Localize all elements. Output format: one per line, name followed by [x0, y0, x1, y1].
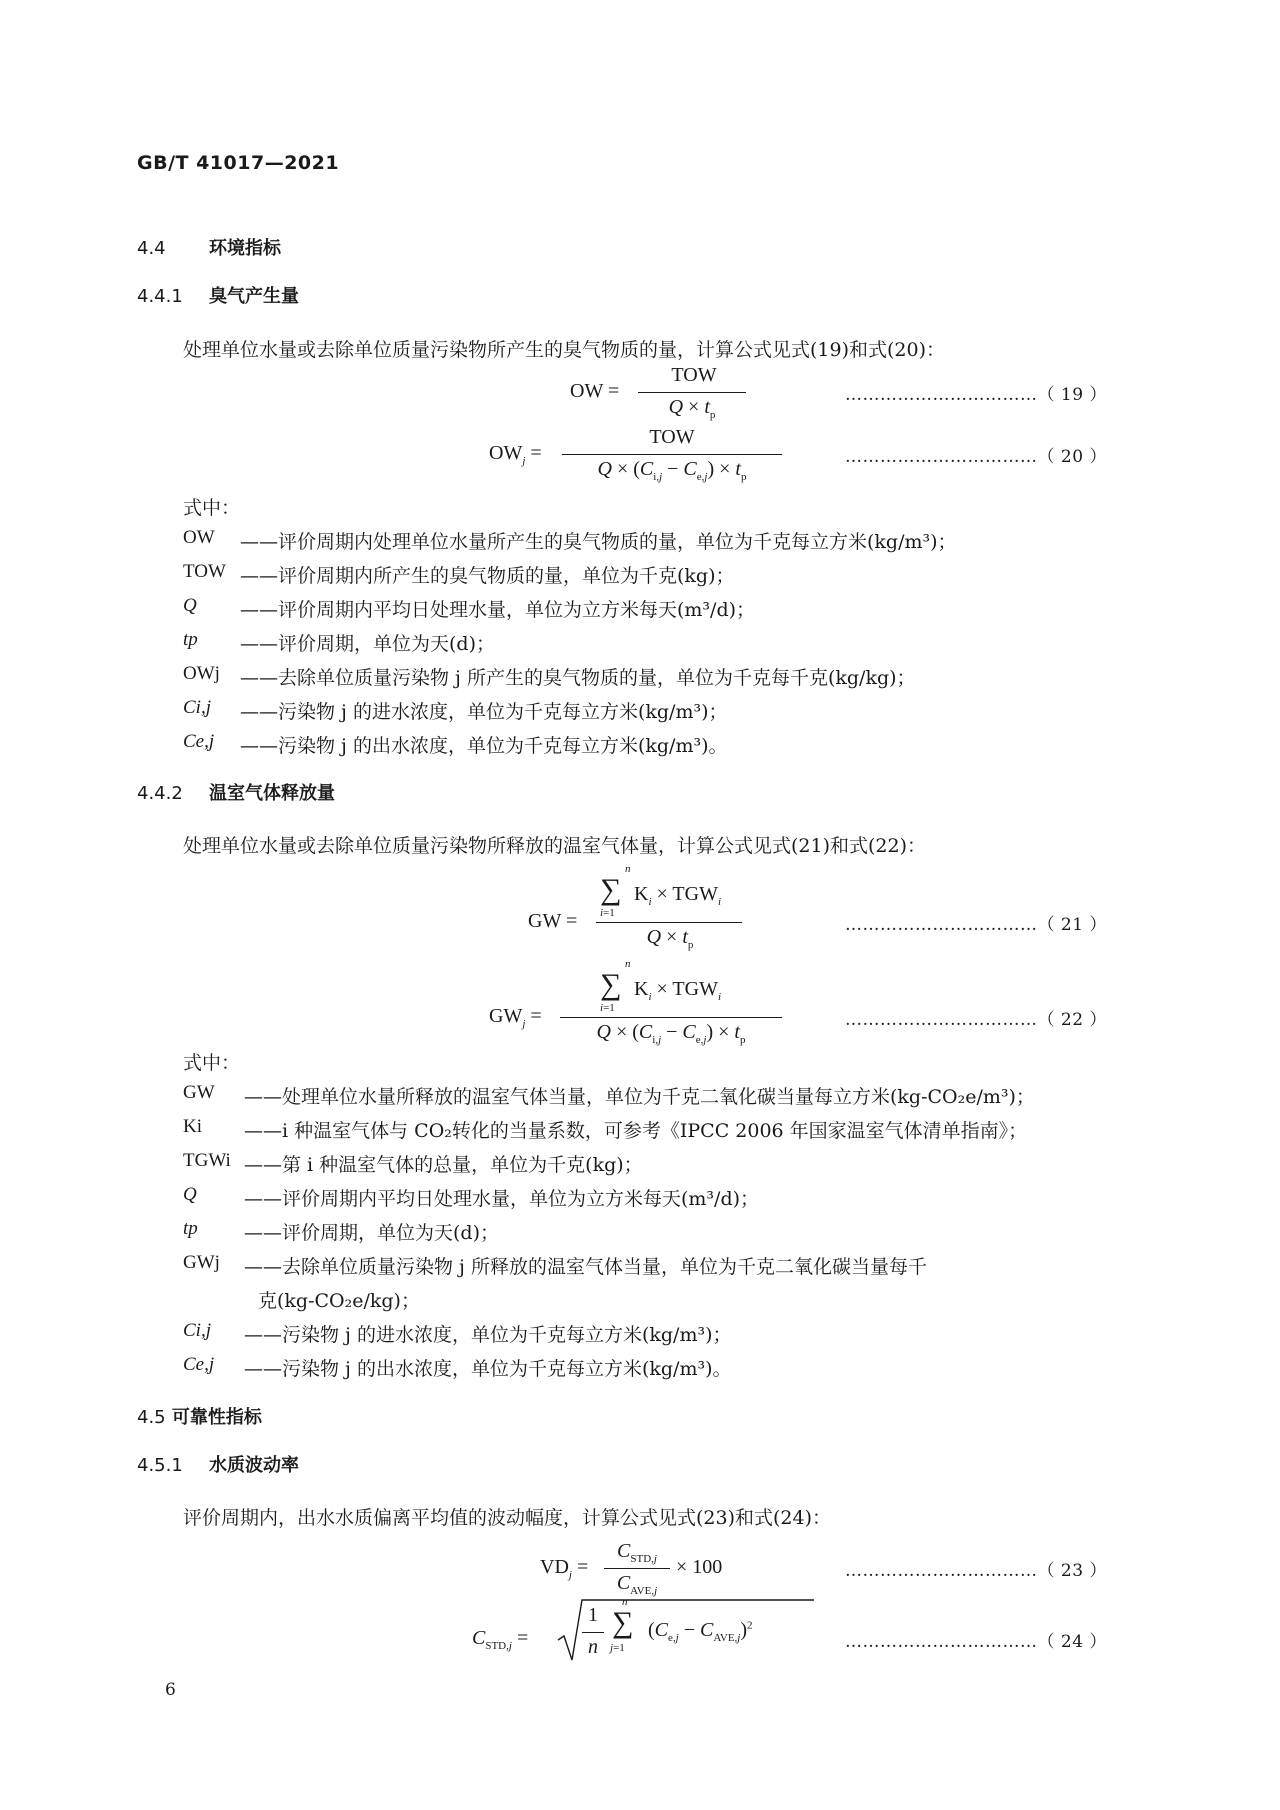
def-symbol: tp	[183, 629, 198, 650]
tow-text: TOW	[671, 364, 717, 386]
def-description: ——第 i 种温室气体的总量，单位为千克(kg)；	[244, 1154, 643, 1176]
where-label: 式中：	[183, 497, 241, 519]
section-title: 环境指标	[209, 238, 281, 259]
def-description: ——污染物 j 的出水浓度，单位为千克每立方米(kg/m³)。	[244, 1358, 732, 1380]
formula-lhs: GW	[489, 1005, 523, 1027]
fraction-line	[560, 1017, 782, 1018]
section-title: 可靠性指标	[171, 1407, 262, 1428]
formula-19-numerator	[644, 364, 744, 387]
formula-21-denominator: $Q \times t_p$	[646, 926, 694, 951]
formula-20: $OW_j$ =	[489, 442, 542, 467]
where-label: 式中：	[183, 1052, 241, 1074]
equation-number-22: ……………………………（ 22 ）	[845, 1010, 1107, 1030]
formula-19-denominator: $Q \times t_p$	[668, 396, 716, 421]
sqrt-fraction-numerator: 1	[588, 1604, 598, 1626]
section-4-5-1	[137, 1451, 299, 1477]
def-symbol: Ci,j	[183, 697, 211, 718]
section-4-5	[137, 1403, 262, 1429]
def-description: ——评价周期内所产生的臭气物质的量，单位为千克(kg)；	[240, 565, 735, 587]
section-number: 4.4.1	[137, 286, 183, 307]
def-description: ——评价周期，单位为天(d)；	[240, 633, 495, 655]
section-4-4-1	[137, 282, 299, 308]
def-description: ——评价周期内平均日处理水量，单位为立方米每天(m³/d)；	[244, 1188, 760, 1210]
fraction-line	[562, 454, 782, 455]
section-4-4	[137, 234, 281, 260]
formula-lhs: GW	[528, 910, 561, 932]
section-4-4-2	[137, 779, 335, 805]
fraction-line	[604, 1568, 670, 1569]
def-description: ——污染物 j 的出水浓度，单位为千克每立方米(kg/m³)。	[240, 735, 728, 757]
equation-number-23: ……………………………（ 23 ）	[845, 1561, 1107, 1581]
def-description: ——评价周期，单位为天(d)；	[244, 1222, 499, 1244]
formula-lhs: VD	[540, 1556, 569, 1578]
def-description: ——去除单位质量污染物 j 所产生的臭气物质的量，单位为千克每千克(kg/kg)；	[240, 667, 916, 689]
fraction-line	[582, 1632, 604, 1633]
equation-number-24: ……………………………（ 24 ）	[845, 1632, 1107, 1652]
tow-text: TOW	[649, 426, 695, 448]
paragraph-4-4-1: 处理单位水量或去除单位质量污染物所产生的臭气物质的量，计算公式见式(19)和式(20)：	[183, 339, 946, 361]
document-code: GB/T 41017—2021	[137, 152, 340, 174]
def-description: ——污染物 j 的进水浓度，单位为千克每立方米(kg/m³)；	[244, 1324, 732, 1346]
formula-20-numerator	[562, 426, 782, 449]
formula-22-denominator: $Q \times (C_{i,j} - C_{e,j}) \times t_p$	[596, 1021, 746, 1046]
fraction-line	[596, 922, 742, 923]
equation-number-21: ……………………………（ 21 ）	[845, 915, 1107, 935]
formula-23: $VD_j$ =	[540, 1556, 589, 1581]
section-number: 4.5.1	[137, 1455, 183, 1476]
summation: n ∑ j=1	[610, 1596, 634, 1654]
def-description: ——处理单位水量所释放的温室气体当量，单位为千克二氧化碳当量每立方米(kg-CO₂e/m³)；	[244, 1086, 1035, 1108]
formula-22: $GW_j$ =	[489, 1005, 542, 1030]
section-number: 4.4	[137, 238, 166, 259]
sqrt-body: $(C_{e,j} - C_{AVE,j})^2$	[648, 1619, 753, 1644]
def-symbol: Ce,j	[183, 1354, 215, 1375]
def-symbol: Ki	[183, 1116, 202, 1137]
def-description: ——评价周期内处理单位水量所产生的臭气物质的量，单位为千克每立方米(kg/m³)；	[240, 531, 957, 553]
formula-24: $C_{STD,j}$ =	[472, 1627, 529, 1652]
def-description: ——去除单位质量污染物 j 所释放的温室气体当量，单位为千克二氧化碳当量每千	[244, 1256, 927, 1278]
def-description: ——i 种温室气体与 CO₂转化的当量系数，可参考《IPCC 2006 年国家温室气体清单指南》；	[244, 1120, 1028, 1142]
def-symbol: TGWi	[183, 1150, 231, 1171]
section-number: 4.5	[137, 1407, 166, 1428]
def-symbol: GW	[183, 1082, 215, 1103]
equation-number-19: ……………………………（ 19 ）	[845, 385, 1107, 405]
def-symbol: Q	[183, 1184, 197, 1205]
k-text: K	[634, 883, 649, 905]
formula-19: OW =	[570, 380, 620, 402]
def-symbol: Ci,j	[183, 1320, 211, 1341]
def-symbol: GWj	[183, 1252, 220, 1273]
k-text: K	[634, 978, 649, 1000]
times-100: × 100	[676, 1556, 723, 1578]
paragraph-4-5-1: 评价周期内，出水水质偏离平均值的波动幅度，计算公式见式(23)和式(24)：	[183, 1507, 832, 1529]
def-symbol: OWj	[183, 663, 220, 684]
formula-23-numerator: $C_{STD,j}$	[617, 1540, 657, 1565]
formula-21: GW =	[528, 910, 578, 932]
section-title: 水质波动率	[209, 1455, 299, 1476]
formula-lhs: C	[472, 1627, 486, 1649]
section-title: 臭气产生量	[209, 286, 299, 307]
def-description: ——污染物 j 的进水浓度，单位为千克每立方米(kg/m³)；	[240, 701, 728, 723]
section-number: 4.4.2	[137, 783, 183, 804]
paragraph-4-4-2: 处理单位水量或去除单位质量污染物所释放的温室气体量，计算公式见式(21)和式(22)：	[183, 835, 927, 857]
def-symbol: Ce,j	[183, 731, 215, 752]
sqrt-fraction-denominator: n	[588, 1636, 598, 1658]
page-number: 6	[165, 1680, 176, 1700]
def-symbol: OW	[183, 527, 215, 548]
def-symbol: Q	[183, 595, 197, 616]
fraction-line	[638, 392, 746, 393]
formula-lhs: OW	[570, 380, 603, 402]
def-symbol: TOW	[183, 561, 226, 582]
def-description: ——评价周期内平均日处理水量，单位为立方米每天(m³/d)；	[240, 599, 756, 621]
formula-lhs: OW	[489, 442, 523, 464]
formula-23-denominator: $C_{AVE,j}$	[616, 1572, 658, 1597]
def-description-continued: 克(kg-CO₂e/kg)；	[258, 1290, 420, 1312]
def-symbol: tp	[183, 1218, 198, 1239]
formula-20-denominator: $Q \times (C_{i,j} - C_{e,j}) \times t_p$	[597, 458, 747, 483]
section-title: 温室气体释放量	[209, 783, 335, 804]
equation-number-20: ……………………………（ 20 ）	[845, 447, 1107, 467]
